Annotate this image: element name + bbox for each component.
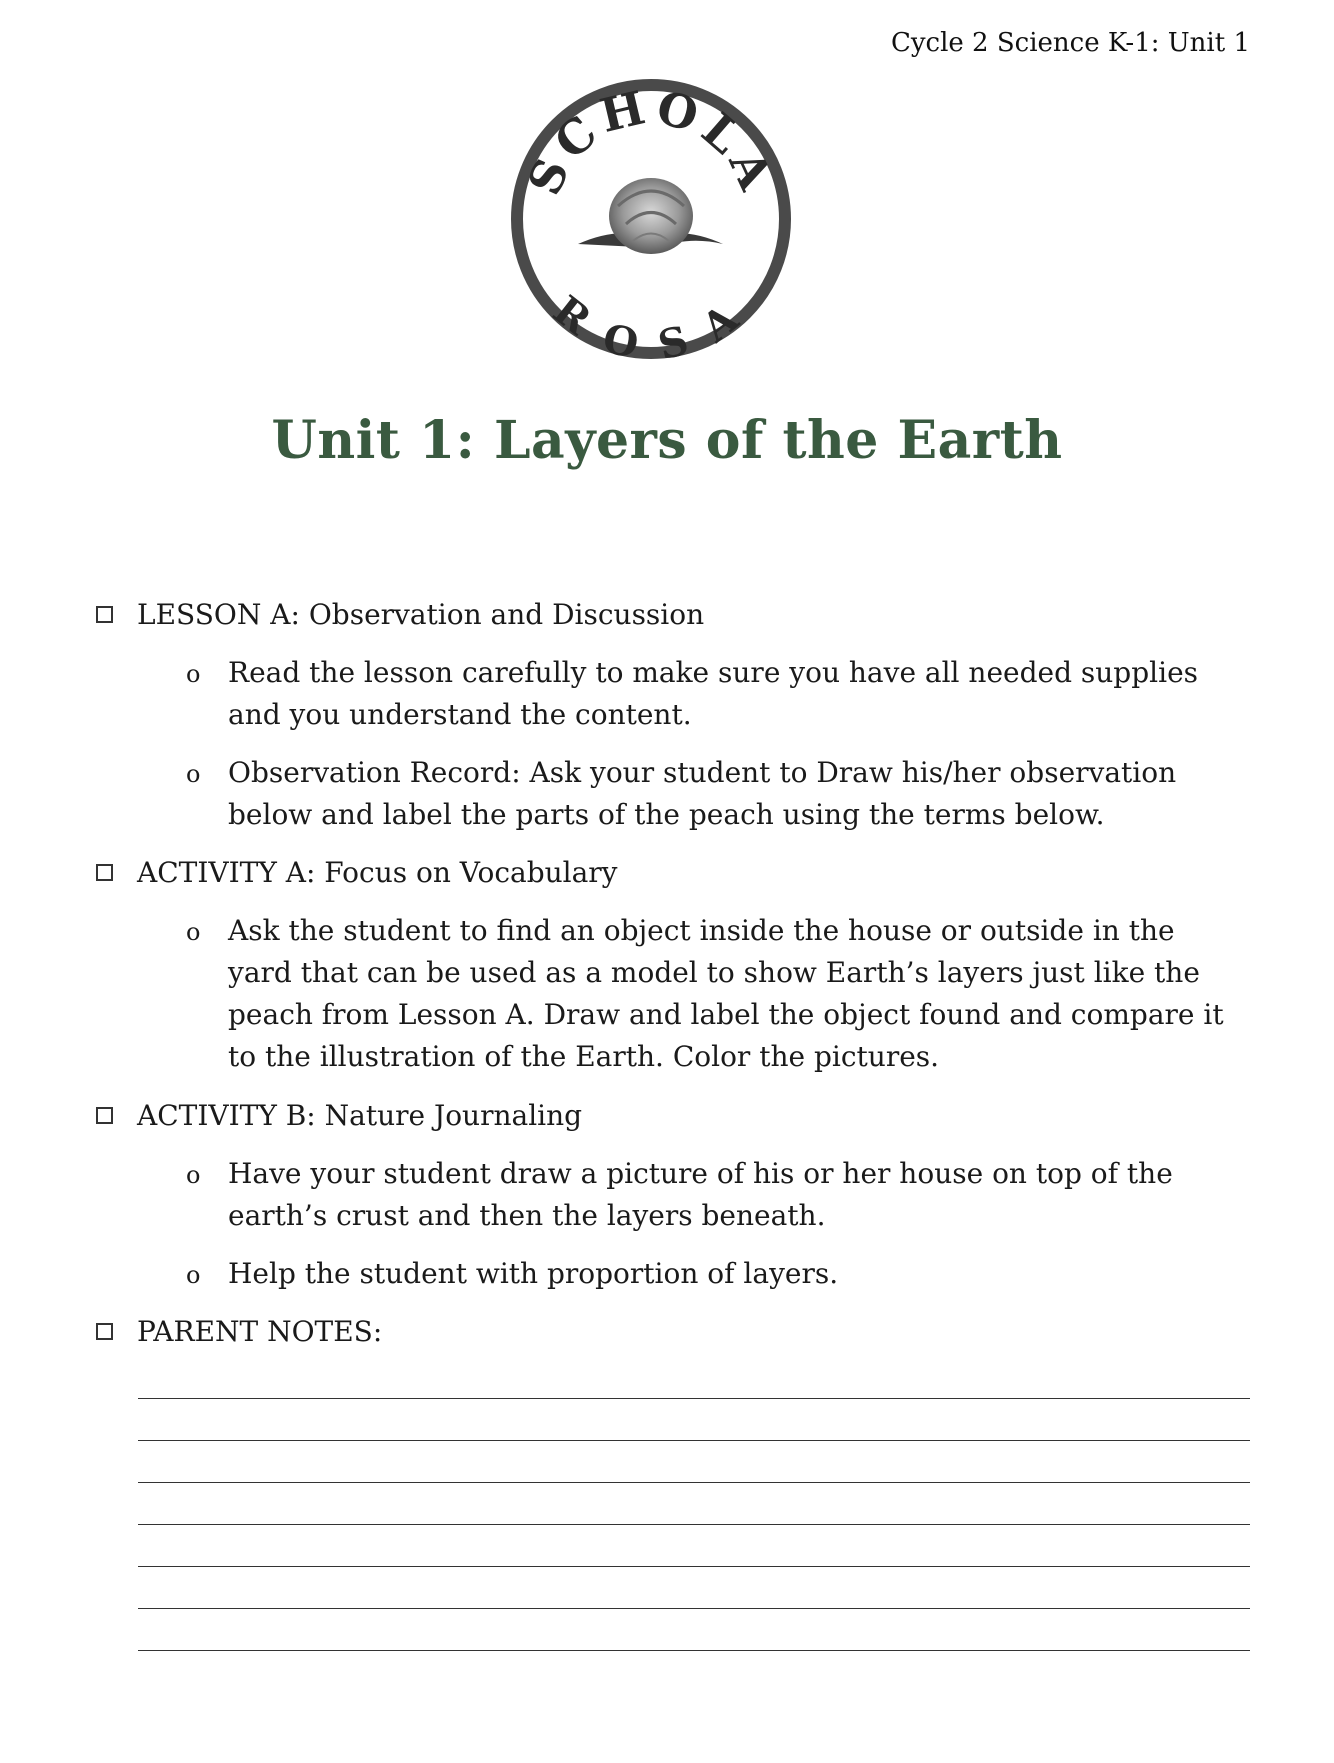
note-line[interactable]: [138, 1650, 1250, 1651]
note-line[interactable]: [138, 1608, 1250, 1609]
bullet-text: Observation Record: Ask your student to Draw his/her observation below and label the parts of the peach using the terms below.: [228, 756, 1177, 831]
bullet-icon: o: [186, 1161, 201, 1189]
section-parent-notes: [96, 1315, 382, 1348]
note-line[interactable]: [138, 1482, 1250, 1483]
logo-top-text: SCHOLA: [516, 79, 786, 203]
section-activity-a: [96, 856, 618, 889]
section-label: PARENT NOTES:: [137, 1315, 383, 1348]
checkbox-icon[interactable]: [96, 1107, 113, 1124]
note-line[interactable]: [138, 1440, 1250, 1441]
bullet-icon: o: [186, 918, 201, 946]
section-lesson-a: [96, 598, 704, 631]
note-line[interactable]: [138, 1566, 1250, 1567]
page-header: Cycle 2 Science K-1: Unit 1: [890, 28, 1250, 58]
bullet-text: Ask the student to find an object inside the house or outside in the yard that can be used as a model to show Earth’s layers just like the peach from Lesson A. Draw and label the object found and compare it to the illustration of the Earth. Color the pictures.: [228, 914, 1224, 1073]
bullet-icon: o: [186, 1261, 201, 1289]
checkbox-icon[interactable]: [96, 606, 113, 623]
section-label: LESSON A: Observation and Discussion: [137, 598, 705, 631]
note-line[interactable]: [138, 1398, 1250, 1399]
bullet-text: Help the student with proportion of layers.: [228, 1257, 839, 1290]
page-title: Unit 1: Layers of the Earth: [271, 410, 1063, 471]
bullet-text: Have your student draw a picture of his or her house on top of the earth’s crust and then the layers beneath.: [228, 1157, 1173, 1232]
bullet-icon: o: [186, 760, 201, 788]
checkbox-icon[interactable]: [96, 1323, 113, 1340]
bullet-icon: o: [186, 660, 201, 688]
note-line[interactable]: [138, 1524, 1250, 1525]
schola-rosa-logo: [508, 76, 794, 362]
checkbox-icon[interactable]: [96, 864, 113, 881]
section-label: ACTIVITY B: Nature Journaling: [137, 1099, 583, 1132]
section-activity-b: [96, 1099, 582, 1132]
logo-bottom-text: ROSA: [544, 286, 758, 362]
bullet-text: Read the lesson carefully to make sure you have all needed supplies and you understand the content.: [228, 656, 1199, 731]
section-label: ACTIVITY A: Focus on Vocabulary: [137, 856, 618, 889]
